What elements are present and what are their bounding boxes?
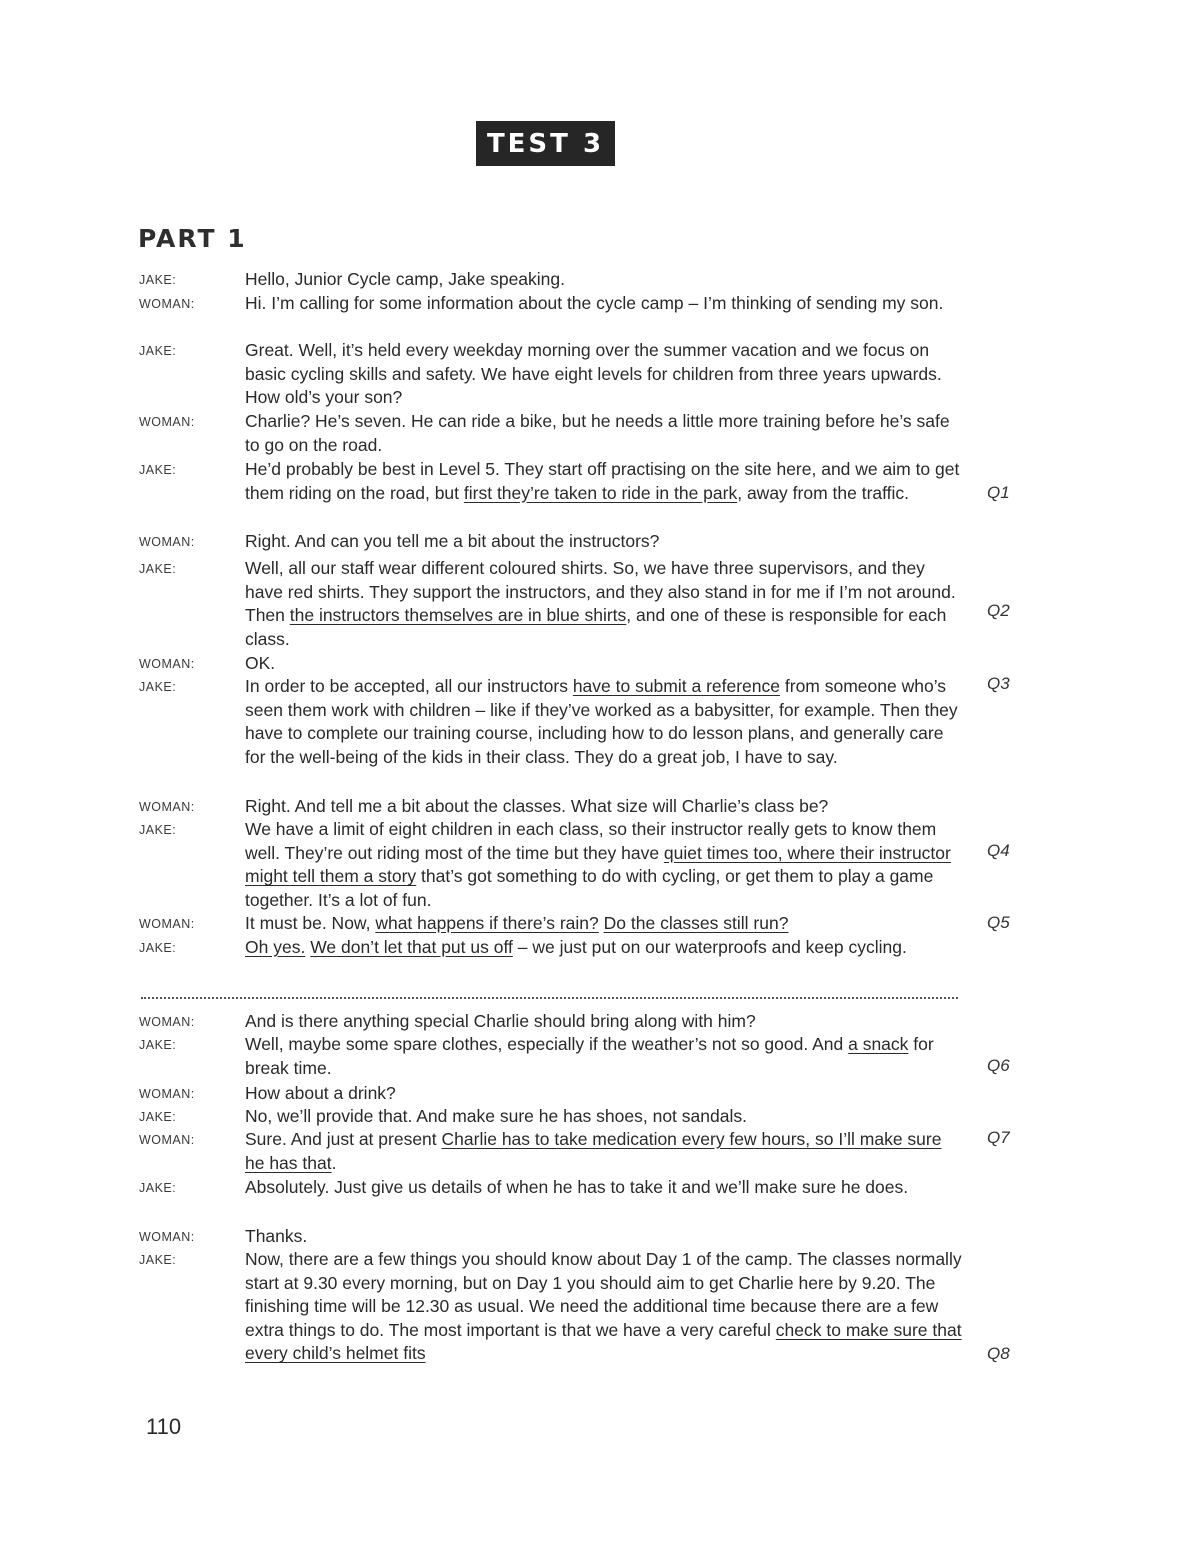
part-title: PART 1 [138, 224, 247, 253]
section-divider [141, 997, 958, 999]
speaker-label: WOMAN: [139, 535, 195, 549]
speech-text [245, 795, 965, 819]
speech-text [245, 652, 965, 676]
question-marker-q7: Q7 [987, 1128, 1010, 1147]
speech-segment: Hi. I’m calling for some information about the cycle camp – I’m thinking of sending my son. [245, 293, 944, 313]
speaker-label: WOMAN: [139, 917, 195, 931]
speech-text [245, 268, 965, 292]
speaker-label: WOMAN: [139, 1133, 195, 1147]
speech-segment: , and one of these is responsible for each class. [245, 605, 947, 649]
speech-text [245, 1248, 965, 1366]
speaker-label: JAKE: [139, 1110, 177, 1124]
speech-segment: Thanks. [245, 1226, 308, 1246]
speaker-label: WOMAN: [139, 1087, 195, 1101]
speech-text [245, 912, 965, 936]
answer-underline-text: first they’re taken to ride in the park [463, 482, 738, 503]
question-marker-q2: Q2 [987, 601, 1010, 620]
speech-segment: Right. And can you tell me a bit about the instructors? [245, 531, 660, 551]
speech-text [245, 530, 965, 554]
speech-segment: And is there anything special Charlie should bring along with him? [245, 1011, 756, 1031]
speech-segment: Charlie? He’s seven. He can ride a bike, but he needs a little more training before he’s safe to go on the road. [245, 411, 950, 455]
speech-segment: Well, maybe some spare clothes, especially if the weather’s not so good. And [245, 1034, 849, 1054]
speech-segment: Sure. And just at present [245, 1129, 442, 1149]
speech-segment: No, we’ll provide that. And make sure he has shoes, not sandals. [245, 1106, 747, 1126]
answer-underline-text: what happens if there’s rain? [375, 913, 599, 933]
speaker-label: JAKE: [139, 823, 177, 837]
speaker-label: JAKE: [139, 1181, 177, 1195]
answer-underline-text: have to submit a reference [572, 676, 781, 696]
speech-segment: It must be. Now, [245, 913, 376, 933]
speaker-label: WOMAN: [139, 1015, 195, 1029]
question-marker-q1: Q1 [987, 483, 1010, 502]
speaker-label: JAKE: [139, 1253, 177, 1267]
answer-underline-text: Charlie has to take medication every few hours, so I’ll make sure he has that [245, 1129, 942, 1173]
speech-text [245, 292, 965, 316]
question-marker-q8: Q8 [987, 1344, 1010, 1363]
speech-segment: Right. And tell me a bit about the classes. What size will Charlie’s class be? [245, 796, 829, 816]
speech-segment: OK. [245, 653, 276, 673]
speech-text [245, 1128, 965, 1175]
speech-text [245, 1010, 965, 1034]
speaker-label: JAKE: [139, 680, 177, 694]
speech-text [245, 936, 965, 960]
speech-segment: Great. Well, it’s held every weekday morning over the summer vacation and we focus on basic cycling skills and safety. We have eight levels for children from three years upwards. How old’s your son? [245, 340, 942, 408]
speech-segment: Well, all our staff wear different coloured shirts. So, we have three supervisors, and they have red shirts. They support the instructors, and they also stand in for me if I’m not around. Then [245, 558, 956, 626]
speech-text [245, 339, 965, 410]
speech-segment: – we just put on our waterproofs and keep cycling. [512, 937, 907, 957]
speech-segment: from someone who’s seen them work with children – like if they’ve worked as a babysitter, for example. Then they have to complete our training course, including how to do lesson plans, and generally care for the well-being of the kids in their class. They do a great job, I have to say. [245, 676, 958, 767]
speech-text [245, 458, 965, 505]
speaker-label: JAKE: [139, 1038, 177, 1052]
speech-text [245, 675, 965, 769]
speech-text [245, 410, 965, 457]
speech-segment: that’s got something to do with cycling, or get them to play a game together. It’s a lot of fun. [245, 866, 934, 910]
speaker-label: JAKE: [139, 463, 177, 477]
speech-segment: , away from the traffic. [737, 482, 910, 503]
speaker-label: WOMAN: [139, 297, 195, 311]
question-marker-q5: Q5 [987, 913, 1010, 932]
answer-underline-text: the instructors themselves are in blue shirts [289, 605, 627, 626]
speaker-label: JAKE: [139, 344, 177, 358]
speaker-label: JAKE: [139, 273, 177, 287]
question-marker-q3: Q3 [987, 674, 1010, 693]
page-number: 110 [146, 1414, 182, 1439]
speech-segment: In order to be accepted, all our instructors [245, 676, 573, 696]
speech-text [245, 1105, 965, 1129]
test-title-badge: TEST 3 [476, 121, 615, 166]
speaker-label: WOMAN: [139, 1230, 195, 1244]
speech-segment: for break time. [245, 1034, 934, 1078]
answer-underline-text: We don’t let that put us off [310, 937, 513, 957]
speech-segment: . [331, 1152, 337, 1173]
answer-underline-text: Oh yes. [245, 937, 306, 957]
answer-underline-text: quiet times too, where their instructor might tell them a story [245, 842, 951, 887]
speech-text [245, 818, 965, 912]
answer-underline-text: Do the classes still run? [603, 913, 789, 933]
speaker-label: WOMAN: [139, 657, 195, 671]
answer-underline-text: a snack [848, 1034, 909, 1054]
speech-segment: Now, there are a few things you should know about Day 1 of the camp. The classes normally start at 9.30 every morning, but on Day 1 you should aim to get Charlie here by 9.20. The finishing time will be 12.30 as usual. We need the additional time because there are a few extra things to do. The most important is that we have a very careful [245, 1249, 962, 1340]
question-marker-q4: Q4 [987, 841, 1010, 860]
speaker-label: WOMAN: [139, 415, 195, 429]
speaker-label: JAKE: [139, 562, 177, 576]
speech-segment: We have a limit of eight children in each class, so their instructor really gets to know them well. They’re out riding most of the time but they have [245, 819, 937, 863]
speech-segment: How about a drink? [245, 1083, 396, 1103]
speech-segment: Absolutely. Just give us details of when he has to take it and we’ll make sure he does. [245, 1177, 909, 1197]
question-marker-q6: Q6 [987, 1056, 1010, 1075]
answer-underline-text: check to make sure that every child’s helmet fits [245, 1319, 962, 1364]
speech-text [245, 1225, 965, 1249]
speaker-label: WOMAN: [139, 800, 195, 814]
speech-segment: He’d probably be best in Level 5. They start off practising on the site here, and we aim to get them riding on the road, but [245, 459, 960, 503]
speech-text [245, 1082, 965, 1106]
speech-text [245, 1033, 965, 1080]
speech-text [245, 1176, 965, 1200]
speaker-label: JAKE: [139, 941, 177, 955]
speech-text [245, 557, 965, 651]
speech-segment: Hello, Junior Cycle camp, Jake speaking. [245, 269, 566, 289]
